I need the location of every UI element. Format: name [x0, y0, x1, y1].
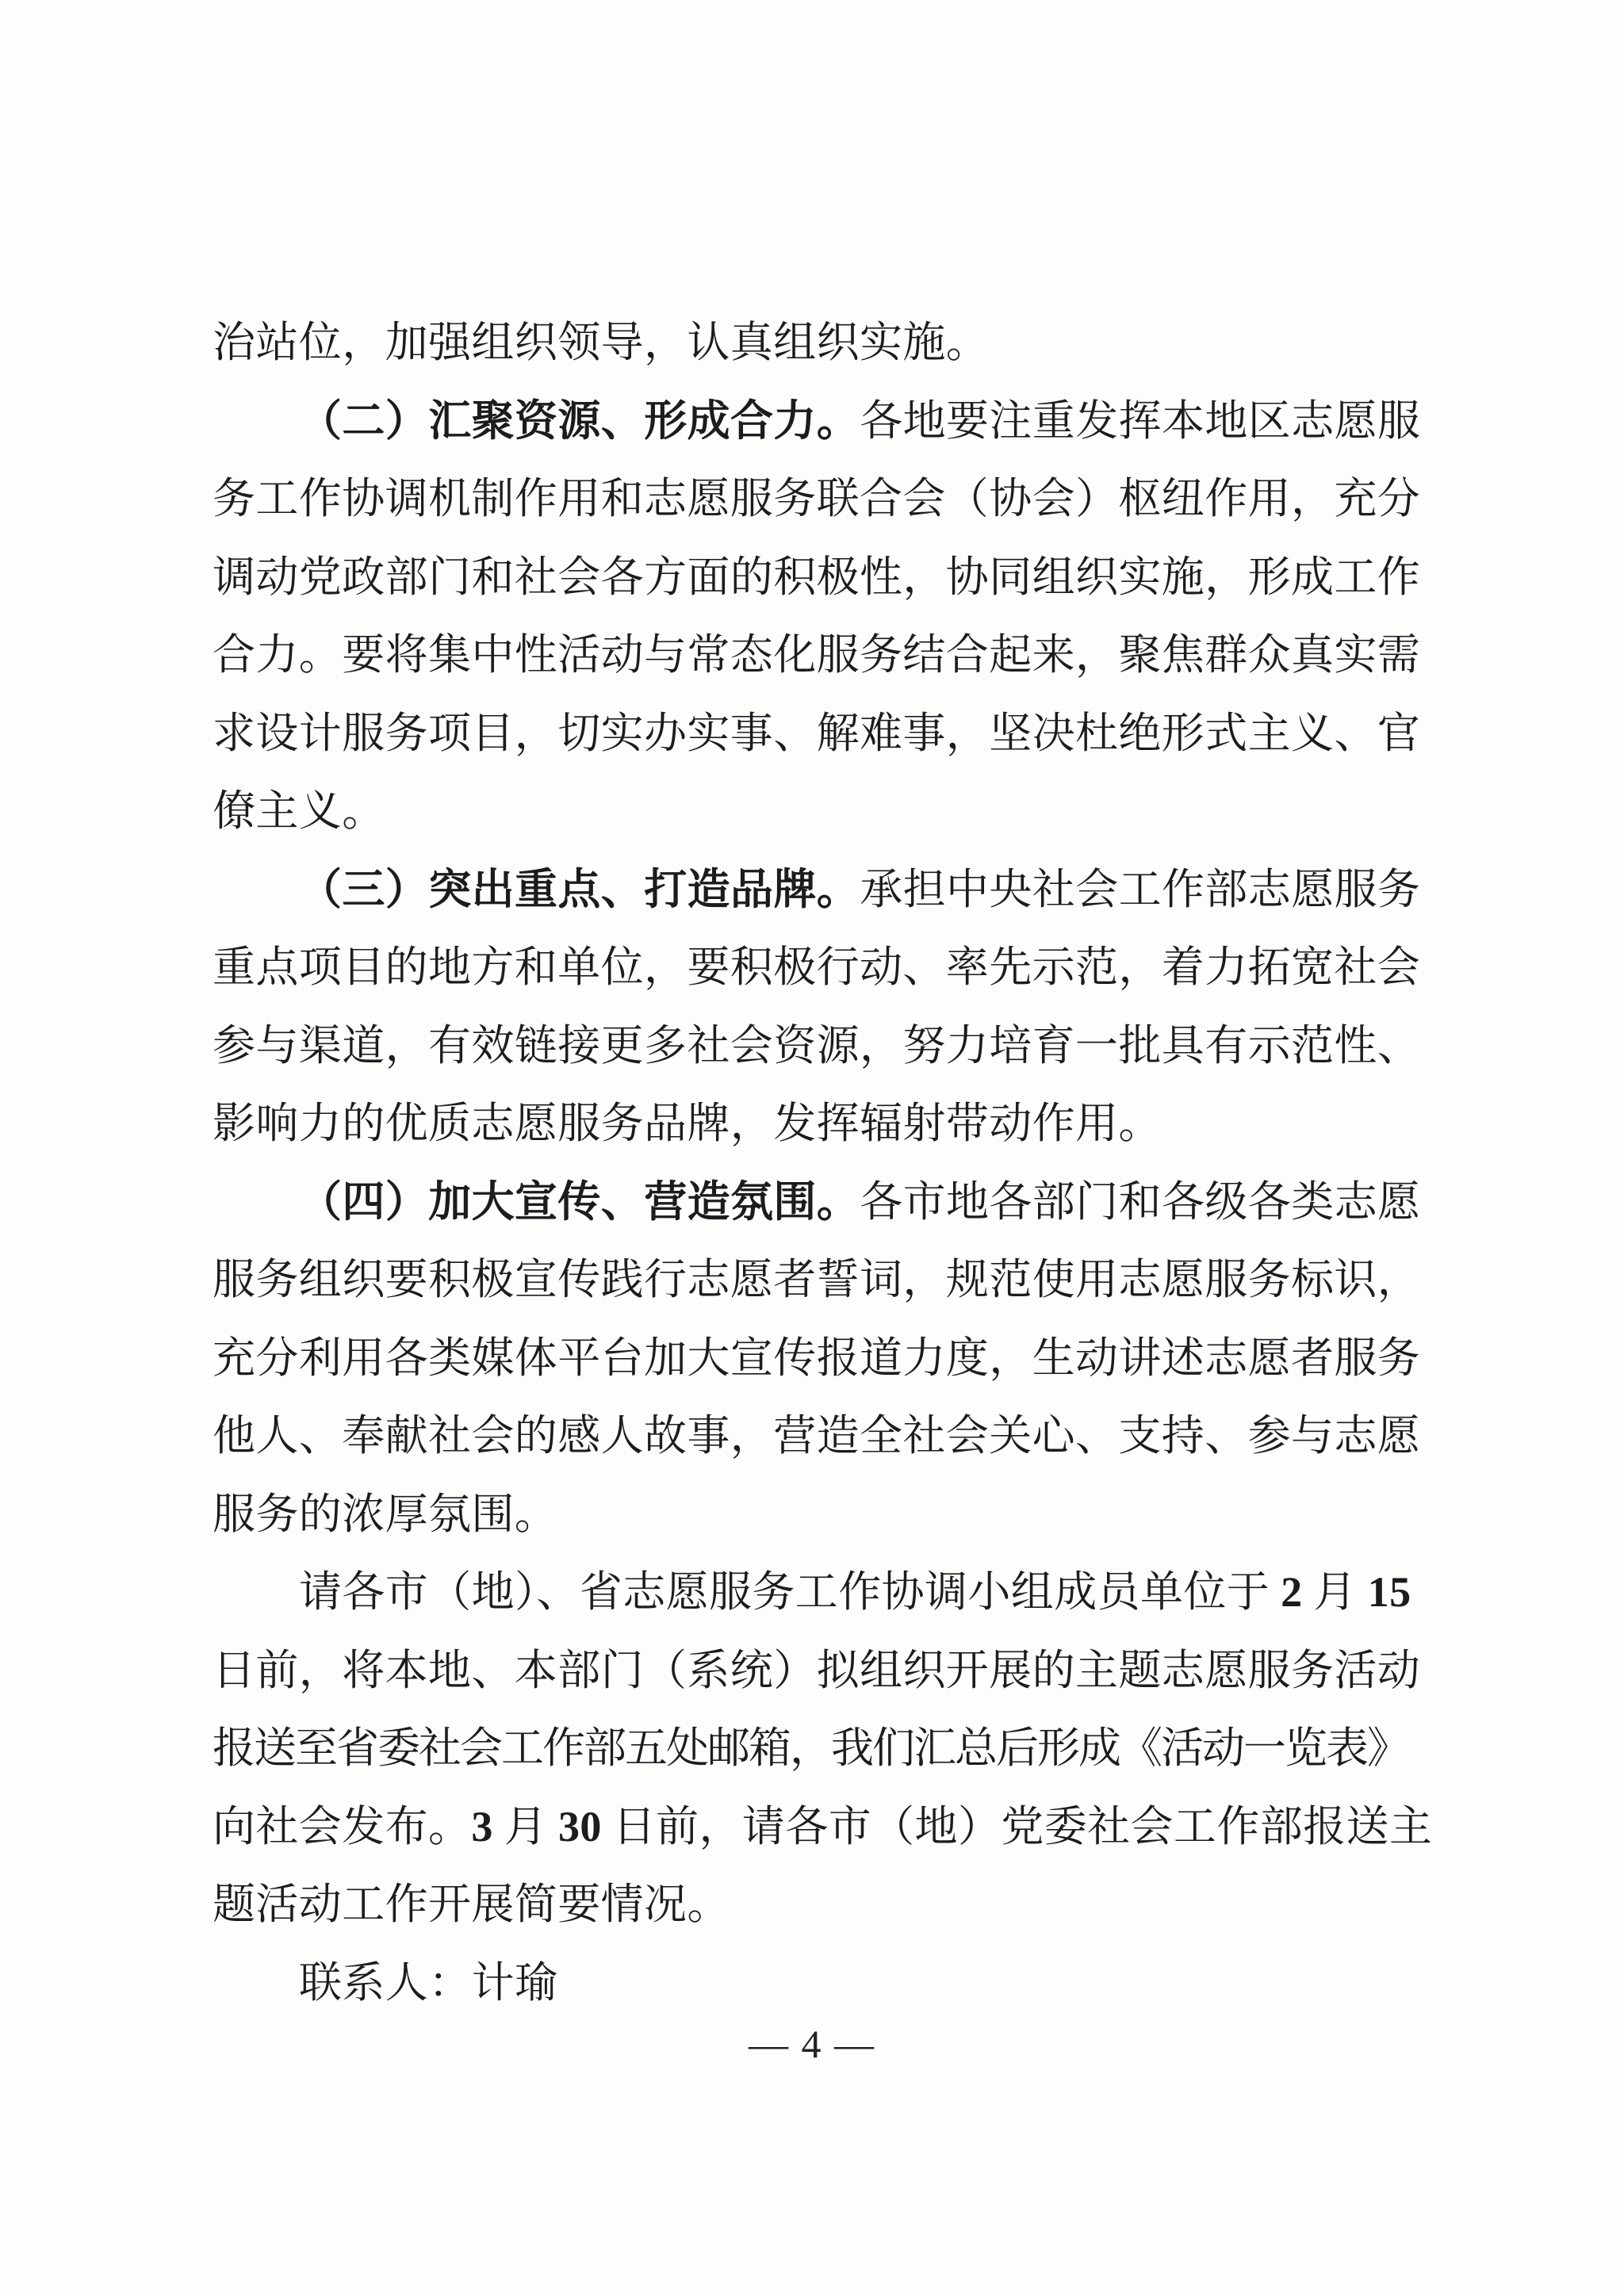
text-segment: 15	[1367, 1568, 1411, 1616]
text-segment: 报送至省委社会工作部五处邮箱，我们汇总后形成《活动一览表》	[213, 1724, 1408, 1772]
document-line	[213, 928, 1426, 1007]
document-line	[213, 1163, 1426, 1242]
text-segment: 向社会发布。	[213, 1802, 472, 1850]
text-segment: 联系人：计瑜	[299, 1958, 558, 2007]
text-segment: 30	[558, 1802, 602, 1850]
text-segment: 务工作协调机制作用和志愿服务联合会（协会）枢纽作用，充分	[213, 475, 1421, 522]
document-line	[213, 1632, 1426, 1710]
text-segment: 影响力的优质志愿服务品牌，发挥辐射带动作用。	[213, 1100, 1162, 1147]
document-line	[213, 1866, 1426, 1944]
text-segment: 调动党政部门和社会各方面的积极性，协同组织实施，形成工作	[213, 553, 1421, 601]
document-line	[213, 1007, 1426, 1085]
document-line	[213, 538, 1426, 617]
text-segment: 请各市（地）、省志愿服务工作协调小组成员单位于	[299, 1568, 1281, 1616]
document-line	[213, 851, 1426, 929]
document-line	[213, 1241, 1426, 1319]
document-line	[213, 304, 1426, 382]
text-segment: 日前，请各市（地）党委社会工作部报送主	[601, 1802, 1433, 1850]
text-segment: 他人、奉献社会的感人故事，营造全社会关心、支持、参与志愿	[213, 1412, 1421, 1460]
paragraph-heading: （四）加大宣传、营造氛围。	[299, 1177, 860, 1226]
text-segment: 治站位，加强组织领导，认真组织实施。	[213, 319, 990, 366]
text-segment: 重点项目的地方和单位，要积极行动、率先示范，着力拓宽社会	[213, 943, 1421, 991]
document-line	[213, 1397, 1426, 1475]
text-segment: 服务组织要积极宣传践行志愿者誓词，规范使用志愿服务标识，	[213, 1256, 1421, 1303]
document-line	[213, 1944, 1426, 2022]
document-line	[213, 1788, 1433, 1866]
text-segment: 3	[471, 1802, 493, 1850]
text-segment: 服务的浓厚氛围。	[213, 1490, 558, 1538]
text-segment: 2	[1281, 1568, 1303, 1616]
text-segment: 月	[1302, 1568, 1368, 1616]
document-line	[213, 1553, 1426, 1632]
text-segment: 题活动工作开展简要情况。	[213, 1881, 730, 1928]
document-line	[213, 772, 1426, 851]
document-line	[213, 1709, 1426, 1788]
paragraph-heading: （三）突出重点、打造品牌。	[299, 865, 860, 913]
document-line	[213, 695, 1426, 773]
text-segment: 僚主义。	[213, 787, 385, 835]
document-line	[213, 616, 1426, 695]
document-line	[213, 382, 1426, 461]
text-segment: 日前，将本地、本部门（系统）拟组织开展的主题志愿服务活动	[213, 1646, 1421, 1694]
text-segment: 参与渠道，有效链接更多社会资源，努力培育一批具有示范性、	[213, 1021, 1421, 1070]
text-segment: 月	[492, 1802, 559, 1850]
document-line	[213, 1319, 1426, 1398]
text-segment: 各市地各部门和各级各类志愿	[860, 1177, 1421, 1226]
text-segment: 求设计服务项目，切实办实事、解难事，坚决杜绝形式主义、官	[213, 709, 1421, 757]
text-segment: 合力。要将集中性活动与常态化服务结合起来，聚焦群众真实需	[213, 631, 1421, 679]
text-segment: 各地要注重发挥本地区志愿服	[860, 396, 1421, 445]
document-body	[213, 304, 1433, 2022]
text-segment: 承担中央社会工作部志愿服务	[860, 865, 1421, 913]
document-line	[213, 1475, 1426, 1554]
page-number-footer: — 4 —	[749, 2022, 875, 2066]
document-line	[213, 460, 1426, 538]
text-segment: 充分利用各类媒体平台加大宣传报道力度，生动讲述志愿者服务	[213, 1334, 1421, 1382]
paragraph-heading: （二）汇聚资源、形成合力。	[299, 396, 860, 445]
document-line	[213, 1085, 1426, 1163]
